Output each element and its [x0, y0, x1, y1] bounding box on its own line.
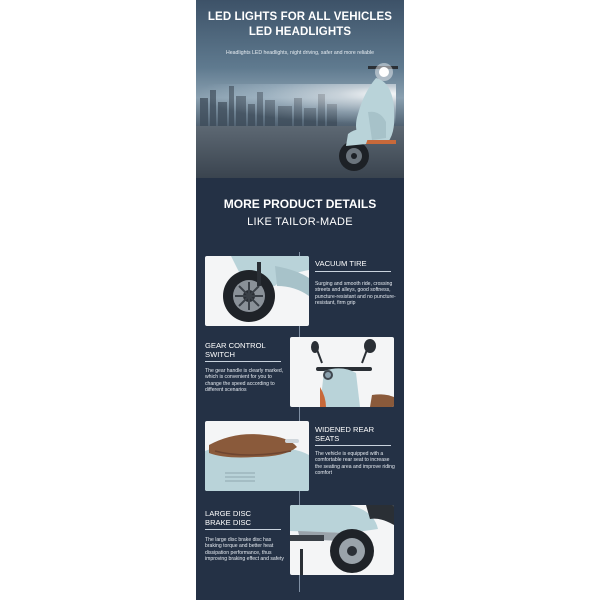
- feature-title: [205, 510, 281, 530]
- feature-description: The gear handle is clearly marked, which is convenient for you to change the speed according to different scenarios: [205, 368, 284, 394]
- led-headlight-hero: [196, 0, 404, 178]
- hero-title-line1: LED LIGHTS FOR ALL VEHICLES: [207, 11, 393, 23]
- feature-description: The vehicle is equipped with a comfortable rear seat to increase the seating area and improve riding comfort: [315, 451, 395, 477]
- feature-title: [205, 342, 281, 362]
- product-detail-strip: [196, 0, 404, 600]
- feature-title-line2: SWITCH: [205, 349, 235, 359]
- scooter-image: [332, 52, 404, 176]
- vacuum-tire-photo: [205, 256, 309, 326]
- feature-title-line1: GEAR CONTROL: [205, 341, 266, 350]
- feature-description: The large disc brake disc has braking torque and better heat dissipation performance, thus improving braking effect and safety: [205, 537, 284, 563]
- feature-title-line2: BRAKE DISC: [205, 517, 251, 527]
- feature-title: [315, 426, 391, 446]
- feature-title-line1: WIDENED REAR: [315, 425, 375, 434]
- gear-switch-photo: [290, 337, 394, 407]
- feature-description: Surging and smooth ride, crossing streets and alleys, good softness, puncture-resistant and no puncture-resistant, firm grip: [315, 281, 396, 307]
- feature-title-text: VACUUM TIRE: [315, 259, 367, 268]
- details-title: MORE PRODUCT DETAILS: [223, 197, 377, 211]
- rear-seat-photo: [205, 421, 309, 491]
- feature-title: [315, 260, 391, 272]
- hero-title-line2: LED HEADLIGHTS: [248, 26, 352, 38]
- hero-subtitle: Headlights LED headlights, night driving, safer and more reliable: [226, 50, 374, 56]
- feature-title-line1: LARGE DISC: [205, 509, 251, 518]
- disc-brake-photo: [290, 505, 394, 575]
- details-subtitle: LIKE TAILOR-MADE: [247, 216, 353, 228]
- feature-title-line2: SEATS: [315, 433, 340, 443]
